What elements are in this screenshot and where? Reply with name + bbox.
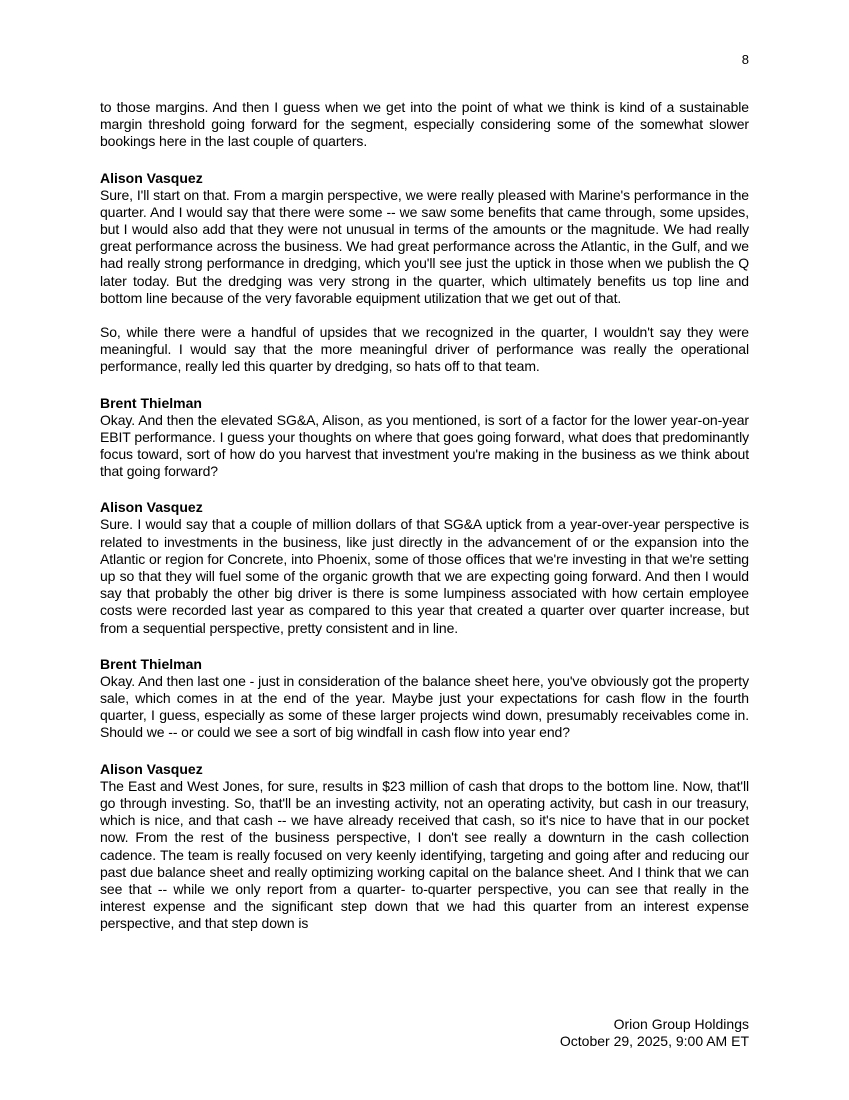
speaker-block — [100, 395, 749, 481]
speaker-paragraph: Sure, I'll start on that. From a margin perspective, we were really pleased with Marine's performance in the quarter. And I would say that there were some -- we saw some benefits that came through, some upsides, but I would also add that they were not unusual in terms of the amounts or the magnitude. We had really great performance across the business. We had great performance across the Atlantic, in the Gulf, and we had really strong performance in dredging, which you'll see just the uptick in those when we publish the Q later today. But the dredging was very strong in the quarter, which ultimately benefits us top line and bottom line because of the very favorable equipment utilization that we get out of that. — [100, 186, 749, 306]
footer-company: Orion Group Holdings — [613, 1016, 749, 1032]
speaker-paragraph: Okay. And then last one - just in consideration of the balance sheet here, you've obviously got the property sale, which comes in at the end of the year. Maybe just your expectations for cash flow in the fourth quarter, I guess, especially as some of these larger projects wind down, presumably receivables come in. Should we -- or could we see a sort of big windfall in cash flow into year end? — [100, 672, 749, 741]
transcript-body — [100, 99, 749, 952]
speaker-paragraph: Okay. And then the elevated SG&A, Alison, as you mentioned, is sort of a factor for the lower year-on-year EBIT performance. I guess your thoughts on where that goes going forward, what does that predominantly focus toward, sort of how do you harvest that investment you're making in the business as we think about that going forward? — [100, 411, 749, 480]
speaker-paragraph: The East and West Jones, for sure, results in $23 million of cash that drops to the bottom line. Now, that'll go through investing. So, that'll be an investing activity, not an operating activity, but cash in our treasury, which is nice, and that cash -- we have already received that cash, so it's nice to have that in our pocket now. From the rest of the business perspective, I don't see really a downturn in the cash collection cadence. The team is really focused on very keenly identifying, targeting and going after and reducing our past due balance sheet and really optimizing working capital on the balance sheet. And I think that we can see that -- while we only report from a quarter- to-quarter perspective, you can see that really in the interest expense and the significant step down that we had this quarter from an interest expense perspective, and that step down is — [100, 777, 749, 932]
speaker-name: Alison Vasquez — [100, 760, 203, 777]
speaker-block — [100, 499, 749, 636]
speaker-block — [100, 761, 749, 933]
speaker-block — [100, 656, 749, 742]
speaker-name: Alison Vasquez — [100, 499, 203, 516]
page-footer — [560, 1016, 749, 1050]
speaker-block — [100, 170, 749, 376]
page-number: 8 — [741, 52, 749, 67]
footer-date: October 29, 2025, 9:00 AM ET — [559, 1033, 749, 1049]
speaker-name: Brent Thielman — [100, 655, 202, 672]
speaker-paragraph: Sure. I would say that a couple of million dollars of that SG&A uptick from a year-over-year perspective is related to investments in the business, like just directly in the advancement of or the expansion into the Atlantic or region for Concrete, into Phoenix, some of those offices that we're investing in that we're setting up so that they will fuel some of the organic growth that we are expecting going forward. And then I would say that probably the other big driver is there is some lumpiness associated with how certain employee costs were recorded last year as compared to this year that created a quarter over quarter increase, but from a sequential perspective, pretty consistent and in line. — [100, 516, 749, 636]
speaker-name: Brent Thielman — [100, 394, 202, 411]
speaker-paragraph: So, while there were a handful of upsides that we recognized in the quarter, I wouldn't say they were meaningful. I would say that the more meaningful driver of performance was really the operational performance, really led this quarter by dredging, so hats off to that team. — [100, 324, 749, 375]
intro-paragraph: to those margins. And then I guess when we get into the point of what we think is kind of a sustainable margin threshold going forward for the segment, especially considering some of the somewhat slower bookings here in the last couple of quarters. — [100, 99, 749, 150]
intro-block — [100, 99, 749, 151]
speaker-name: Alison Vasquez — [100, 169, 203, 186]
